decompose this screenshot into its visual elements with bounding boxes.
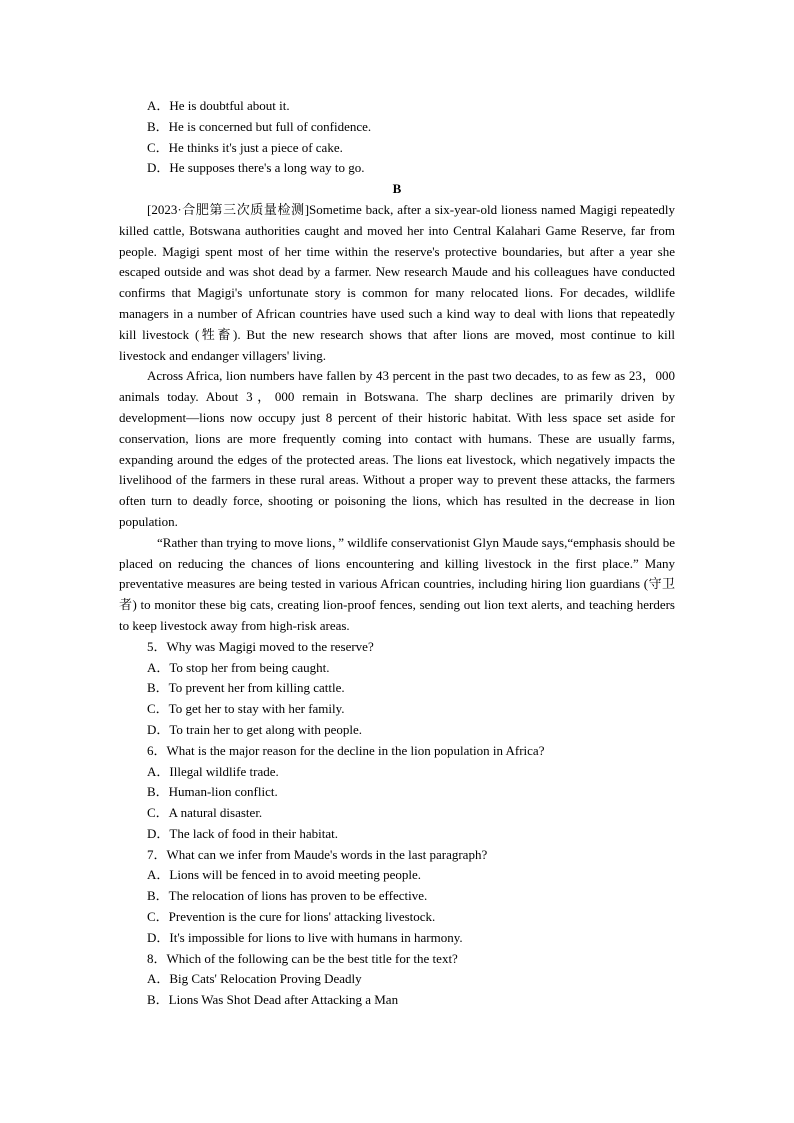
page-content <box>119 96 675 1011</box>
question-option: D．It's impossible for lions to live with humans in harmony. <box>147 929 463 945</box>
passage-paragraph-3: “Rather than trying to move lions，” wildlife conservationist Glyn Maude says,“emphasis should be placed on reducing the chances of lions encountering and killing livestock in the first place.” Many preventative measures are being tested in various African countries, including hiring lion guardians (守卫者) to monitor these big cats, creating lion-proof fences, sending out lion text alerts, and teaching herders to keep livestock away from high-risk areas. <box>119 534 676 633</box>
question-stem: 7．What can we infer from Maude's words in the last paragraph? <box>147 846 488 862</box>
question-option: B．Human-lion conflict. <box>147 784 278 800</box>
question-option: A．Lions will be fenced in to avoid meeting people. <box>147 867 422 883</box>
question-option: B．The relocation of lions has proven to be effective. <box>147 888 428 904</box>
question-stem: 6．What is the major reason for the decline in the lion population in Africa? <box>147 742 545 758</box>
question-option: A．Big Cats' Relocation Proving Deadly <box>147 971 362 987</box>
question-option: A．Illegal wildlife trade. <box>147 763 279 779</box>
passage-paragraph-2: Across Africa, lion numbers have fallen by 43 percent in the past two decades, to as few as 23，000 animals today. About 3，000 remain in Botswana. The sharp declines are primarily driven by development—lions now occupy just 8 percent of their historic habitat. With less space set aside for conservation, lions are more frequently coming into contact with humans. These are usually farms, expanding around the edges of the protected areas. The lions eat livestock, which negatively impacts the livelihood of the farmers in these rural areas. Without a proper way to prevent these attacks, the farmers often turn to deadly force, shooting or poisoning the lions, which has resulted in the decrease in lion population. <box>119 368 675 529</box>
question-option: A．To stop her from being caught. <box>147 659 330 675</box>
q4-option-c: C．He thinks it's just a piece of cake. <box>147 139 343 155</box>
question-8 <box>119 949 675 1011</box>
question-stem: 8．Which of the following can be the best title for the text? <box>147 950 458 966</box>
q4-option-d: D．He supposes there's a long way to go. <box>147 160 365 176</box>
passage-paragraph-1: [2023·合肥第三次质量检测]Sometime back, after a six-year-old lioness named Magigi repeatedly killed cattle, Botswana authorities caught and moved her into Central Kalahari Game Reserve, far from people. Magigi spent most of her time within the reserve's protective boundaries, but after a year she escaped outside and was shot dead by a farmer. New research Maude and his colleagues have conducted confirms that Magigi's unfortunate story is common for many relocated lions. For decades, wildlife managers in a number of African countries have used such a kind way to deal with lions that repeatedly kill livestock (牲畜). But the new research shows that after lions are moved, most continue to kill livestock and endanger villagers' living. <box>119 201 675 363</box>
question-option: C．To get her to stay with her family. <box>147 701 345 717</box>
question-option: D．To train her to get along with people. <box>147 721 362 737</box>
question-option: C．A natural disaster. <box>147 805 263 821</box>
question-option: C．Prevention is the cure for lions' attacking livestock. <box>147 909 436 925</box>
section-label: B <box>392 181 402 197</box>
question-7 <box>119 845 675 949</box>
question-5 <box>119 637 675 741</box>
question-option: B．To prevent her from killing cattle. <box>147 680 345 696</box>
question-option: D．The lack of food in their habitat. <box>147 825 338 841</box>
question-6 <box>119 741 675 845</box>
question-stem: 5．Why was Magigi moved to the reserve? <box>147 638 374 654</box>
q4-option-a: A．He is doubtful about it. <box>147 98 290 113</box>
q4-option-b: B．He is concerned but full of confidence. <box>147 118 372 134</box>
question-option: B．Lions Was Shot Dead after Attacking a Man <box>147 992 399 1008</box>
